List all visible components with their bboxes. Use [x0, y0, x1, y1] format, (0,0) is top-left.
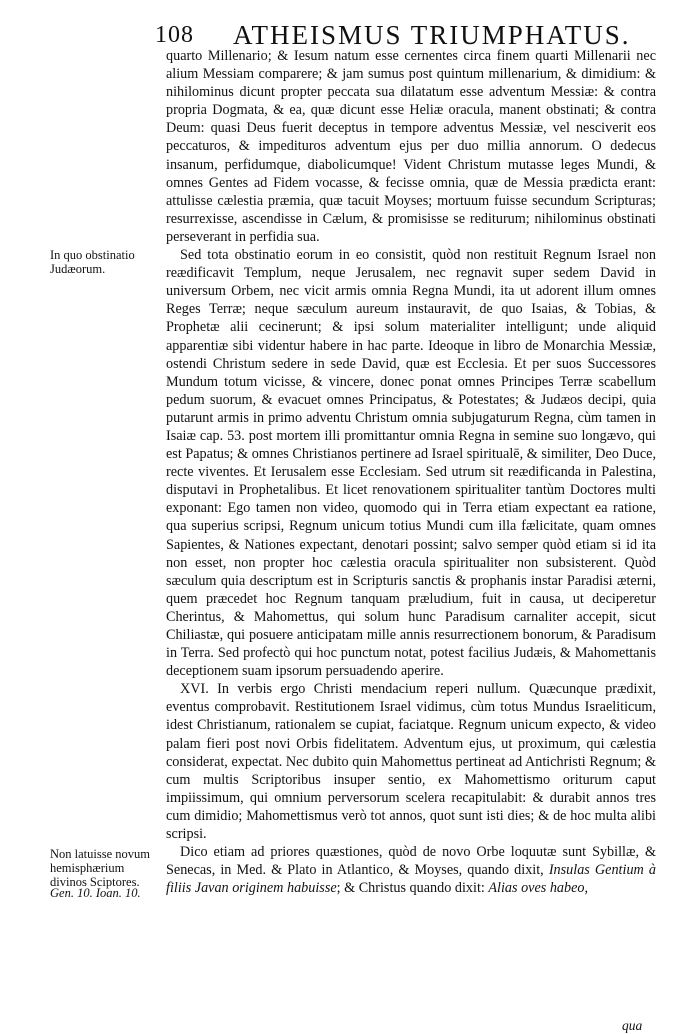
paragraph-1: quarto Millenario; & Iesum natum esse cernentes circa finem quarti Millenarii nec alium Messiam comparere; & jam sumus post quintum millenarium, & dimidium: & nihilominus dicunt propter peccata sua dilatatum esse adventum Messiæ: & contra propria Dogmata, & ea, quæ dicunt esse Heliæ oracula, manent obstinati; & contra Deum: quasi Deus fuerit deceptus in tempore adventus Messiæ, vel nesciverit eos peccaturos, & impedituros adventum ejus per duo millia annorum. O dedecus insanum, perfidumque, diabolicumque! Vident Christum mutasse leges Mundi, & omnes Gentes ad Fidem vocasse, & fecisse omnia, quæ de Messia prædicta erant: attulisse cælestia præmia, quæ tacuit Moyses; mortuum fuisse secundum Scripturas; resurrexisse, ascendisse in Cælum, & promisisse se rediturum; nihilominus obstinati perseverant in perfidia sua.: [166, 48, 656, 245]
paragraph-2: Sed tota obstinatio eorum in eo consistit, quòd non restituit Regnum Israel non reædificavit Templum, neque Jerusalem, nec regnavit super sedem David in universum Orbem, nec vicit armis omnia Regna Mundi, ita ut adorent illum omnes Reges Terræ; neque sæculum aureum instauravit, de quo Isaias, & Tobias, & Prophetæ alii cecinerunt; & ipsi solum materialiter intelligunt; unde aliquid apparentiæ sibi videntur habere in hac parte. Ideoque in libro de Monarchia Messiæ, ostendi Christum sedere in sede David, quæ est Ecclesia. Et per suos Successores Mundum totum vicisse, & vincere, donec ponat omnes Principes Terræ scabellum pedum suorum, & evacuet omnes Principatus, & Potestates; & Judæos decipi, quia putarunt armis in primo adventu Christum omnia subjugaturum Regna, cùm tamen in Isaiæ cap. 53. post mortem illi promittantur omnia Regna in semine suo longævo, qui est Papatus; & omnes Christianos pertinere ad Israel spiritualē, & similiter, Deo Duce, recte viventes. Et Ierusalem esse Ecclesiam. Sed utrum sit reædificanda in Palestina, disputavi in Prophetalibus. Et licet renovationem spiritualiter tantùm Doctores multi exponant: Ego tamen non video, quomodo qui in Terra etiam expectant ea ratione, qua superius scripsi, Regnum unicum totius Mundi cum illa fælicitate, quam omnes Sapientes, & Nationes expectant, denotari possint; salvo semper quòd etiam si id ita non esset, non propter hoc cælestia oracula spiritualiter non subsisterent. Quòd sæculum quia descriptum est in Scripturis sanctis & prophanis instar Paradisi æterni, quem præcedet hoc Regnum tanquam præludium, fuit in causa, ut deciperetur Cherintus, & Mahomettus, qui solum hunc Paradisum carnaliter accepit, sicut Chiliastæ, qui posuere anticipatam mille annis resurrectionem bonorum, & Paradisum in Terra. Sed profectò qui hoc punctum notat, potest facilius Judæis, & Mahomettanis deceptionem suam ipsorum persuadendo aperire.: [166, 247, 656, 680]
paragraph-4: [166, 843, 656, 897]
margin-note-obstinatio: In quo obstinatio Judæorum.: [50, 248, 135, 277]
paragraph-4-mid: ; & Christus quando dixit:: [336, 880, 485, 897]
catchword: qua: [622, 1018, 643, 1033]
margin-note-hemisphaerium: Non latuisse novum hemisphærium divinos Sciptores.: [50, 847, 150, 890]
paragraph-4-start: Dico etiam ad priores quæstiones, quòd de novo Orbe loquutæ sunt Sybillæ, & Senecas, in Med. & Plato in Atlantico, & Moyses, quando dixit,: [166, 844, 656, 879]
paragraph-4-quote-2: Alias oves habeo,: [488, 880, 589, 897]
margin-note-references: Gen. 10. Ioan. 10.: [50, 886, 141, 900]
paragraph-4-quote: Insulas Gentium à filiis Javan originem habuisse: [166, 862, 656, 897]
paragraph-3: XVI. In verbis ergo Christi mendacium reperi nullum. Quæcunque prædixit, eventus comprobavit. Restitutionem Israel vidimus, cùm totus Mundus Israeliticum, idest Christianum, rationalem se cupiat, faciatque. Regnum unicum expecto, & video palam fieri post novi Orbis fidelitatem. Adventum ejus, ut proximum, qui cælestia considerat, expectat. Nec dubito quin Mahomettus pertineat ad Antichristi Regnum; & cum multis Scriptoribus insuper sentio, ex Mahomettismo oriturum caput impiissimum, qui omnium perversorum scelera recapitulabit: & durabit annos tres cum dimidio; Mahomettismus verò tot annos, quot sunt isti dies; & de hoc multa alibi scripsi.: [166, 681, 656, 843]
page-number: 108: [155, 22, 194, 48]
running-title: ATHEISMUS TRIUMPHATUS.: [233, 20, 631, 50]
body-text: [166, 47, 656, 897]
